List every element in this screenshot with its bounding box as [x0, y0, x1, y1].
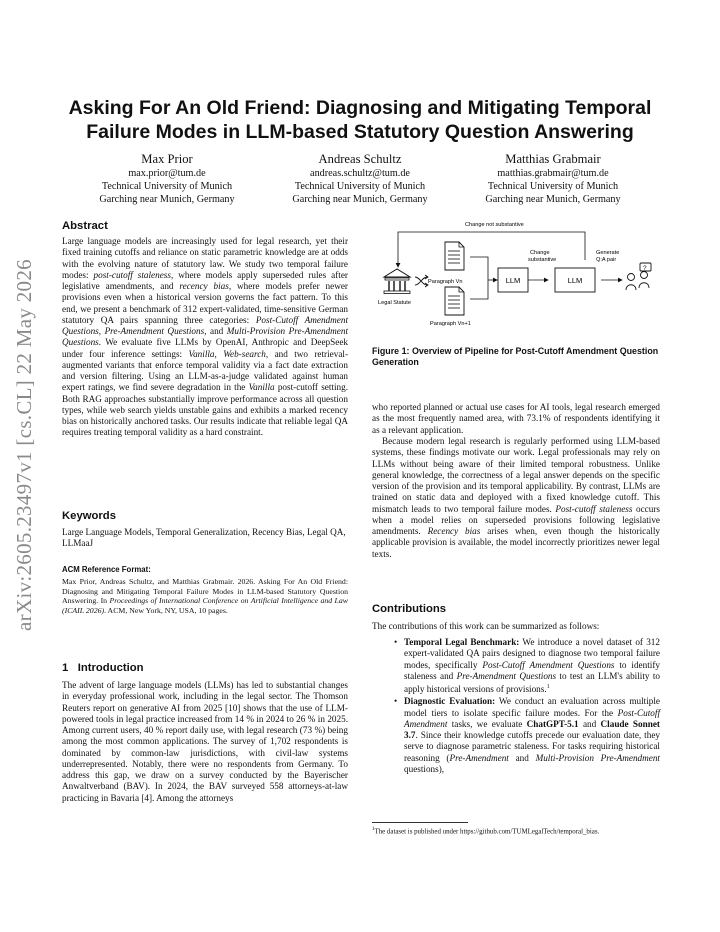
arxiv-stamp: arXiv:2605.23497v1 [cs.CL] 22 May 2026 — [12, 259, 36, 631]
abstract-text: Large language models are increasingly used for legal research, yet their fixed training cutoffs and reliance on static parametric knowledge are at odds with the evolving nature of statutory law. We study two temporal failure modes: post-cutoff staleness, where models apply superseded rules after legislative amendments, and recency bias, where models prefer newer provisions even when a historical version governs the fact pattern. To this end, we present a benchmark of 312 expert-validated, time-sensitive German statutory QA pairs spanning three categories: Post-Cutoff Amendment Questions, Pre-Amendment Questions, and Multi-Provision Pre-Amendment Questions. We evaluate five LLMs by OpenAI, Anthropic and DeepSeek under four inference settings: Vanilla, Web-search, and two retrieval-augmented variants that enforce temporal validity via a fact date extraction and version filtering. Using an LLM-as-a-judge validated against human expert ratings, we find severe degradation in the Vanilla post-cutoff setting. Both RAG approaches substantially improve performance across all question types, while web search yields unstable gains and exhibits a marked recency bias on historically anchored tasks. Our results indicate that reliable legal QA requires treating temporal validity as a hard constraint. — [62, 236, 349, 438]
author-name: Matthias Grabmair — [505, 152, 601, 166]
label-generate-1: Generate — [596, 250, 620, 256]
contribution-item: • Temporal Legal Benchmark: We introduce a novel dataset of 312 expert-validated QA pairs designed to diagnose two temporal failure modes, specifically Post-Cutoff Amendment Questions to identify staleness and Pre-Amendment Questions to test an LLM's ability to apply historical versions of provisions.$^1$ — [404, 637, 660, 695]
label-change-substantive-1: Change — [530, 250, 550, 256]
contributions-heading: Contributions — [372, 603, 447, 615]
author-affiliation: Technical University of Munich — [294, 181, 426, 193]
author-block-1 — [72, 152, 262, 207]
title-line-2: Failure Modes in LLM-based Statutory Question Answering — [86, 121, 634, 143]
keywords-heading: Keywords — [62, 510, 116, 522]
author-location: Garching near Munich, Germany — [99, 194, 235, 206]
pipeline-figure — [370, 217, 660, 335]
author-affiliation: Technical University of Munich — [101, 181, 233, 193]
author-block-3 — [458, 152, 648, 207]
author-block-2 — [265, 152, 455, 207]
title-line-1: Asking For An Old Friend: Diagnosing and Mitigating Temporal — [68, 97, 652, 119]
label-generate-2: Q:A pair — [596, 257, 617, 263]
label-change-not-substantive: Change not substantive — [465, 222, 524, 228]
llm-label-1: LLM — [505, 276, 521, 285]
author-email: max.prior@tum.de — [128, 168, 206, 179]
author-name: Andreas Schultz — [318, 152, 402, 166]
acm-ref-text: Max Prior, Andreas Schultz, and Matthias Grabmair. 2026. Asking For An Old Friend: Diagnosing and Mitigating Temporal Failure Modes in LLM-based Statutory Question Answering. In Proceedings of International Conference on Artificial Intelligence and Law (ICAIL 2026). ACM, New York, NY, USA, 10 pages. — [62, 577, 348, 616]
footnote-rule — [372, 822, 468, 823]
author-location: Garching near Munich, Germany — [485, 194, 621, 206]
shuffle-icon — [415, 275, 428, 287]
author-email: andreas.schultz@tum.de — [310, 168, 410, 179]
document-icon-vn — [445, 242, 464, 270]
keywords-text: Large Language Models, Temporal Generalization, Recency Bias, Legal QA, LLMaaJ — [62, 527, 346, 549]
footnote: $^1$The dataset is published under https://github.com/TUMLegalTech/temporal_bias. — [372, 827, 600, 836]
contributions-intro: The contributions of this work can be summarized as follows: — [372, 621, 600, 631]
author-location: Garching near Munich, Germany — [292, 194, 428, 206]
intro-heading: 1 Introduction — [62, 662, 144, 674]
llm-label-2: LLM — [567, 276, 583, 285]
document-icon-vn1 — [445, 287, 464, 315]
question-mark: ? — [643, 265, 647, 272]
loop-arrow — [398, 232, 585, 267]
right-paragraph-1: who reported planned or actual use cases for AI tools, legal research emerged as the most frequently named area, with 73.1% of respondents identifying it as a relevant application. — [372, 402, 660, 435]
author-affiliation: Technical University of Munich — [487, 181, 619, 193]
label-legal-statute: Legal Statute — [378, 300, 411, 306]
contribution-item: • Diagnostic Evaluation: We conduct an evaluation across multiple model tiers to isolate specific failure modes. For the Post-Cutoff Amendment tasks, we evaluate ChatGPT-5.1 and Claude Sonnet 3.7. Since their knowledge cutoffs precede our evaluation date, they serve to diagnose parametric staleness. For tasks requiring historical reasoning (Pre-Amendment and Multi-Provision Pre-Amendment questions), — [404, 696, 660, 775]
label-paragraph-vn1: Paragraph Vn+1 — [430, 321, 471, 327]
people-question-icon — [626, 263, 651, 290]
figure-caption: Figure 1: Overview of Pipeline for Post-Cutoff Amendment Question Generation — [372, 346, 659, 367]
paper-title — [62, 96, 658, 144]
right-paragraph-2: Because modern legal research is regularly performed using LLM-based systems, these findings motivate our work. Legal professionals may rely on LLMs without being aware of their limited temporal robustness. Unlike general knowledge, the correctness of a legal answer depends on the specific version of the provision and its temporal applicability. By contrast, LLMs are trained on static data and deployed with a fixed knowledge cutoff. This mismatch leads to two temporal failure modes. Post-cutoff staleness occurs when a model relies on superseded provisions following legislative amendments. Recency bias arises when, even though the historically applicable provision is available, the model incorrectly prioritizes newer legal texts. — [372, 436, 660, 559]
label-change-substantive-2: substantive — [528, 257, 557, 263]
abstract-heading: Abstract — [62, 220, 108, 232]
author-email: matthias.grabmair@tum.de — [497, 168, 609, 179]
intro-paragraph-1: The advent of large language models (LLMs) has led to substantial changes in everyday professional work, including in the legal sector. The Thomson Reuters report on generative AI from 2025 [10] shows that the use of LLM-powered tools in legal practice increased from 14 % in 2024 to 26 % in 2025. Among current users, 40 % report daily use, with legal research (73 %) being among the most common applications. The survey of 1,702 respondents is dominated by common-law jurisdictions, with civil-law systems underrepresented. Notably, there were no respondents from Germany. To address this gap, we draw on a survey conducted by the Bayerischer Anwaltverband (BAV). In 2024, the BAV surveyed 558 attorneys-at-law practicing in Bavaria [4]. Among the attorneys — [62, 680, 348, 803]
author-name: Max Prior — [141, 152, 193, 166]
contributions-list — [372, 637, 660, 776]
label-paragraph-vn: Paragraph Vn — [428, 279, 463, 285]
acm-ref-heading: ACM Reference Format: — [62, 565, 151, 574]
building-icon — [384, 269, 410, 294]
